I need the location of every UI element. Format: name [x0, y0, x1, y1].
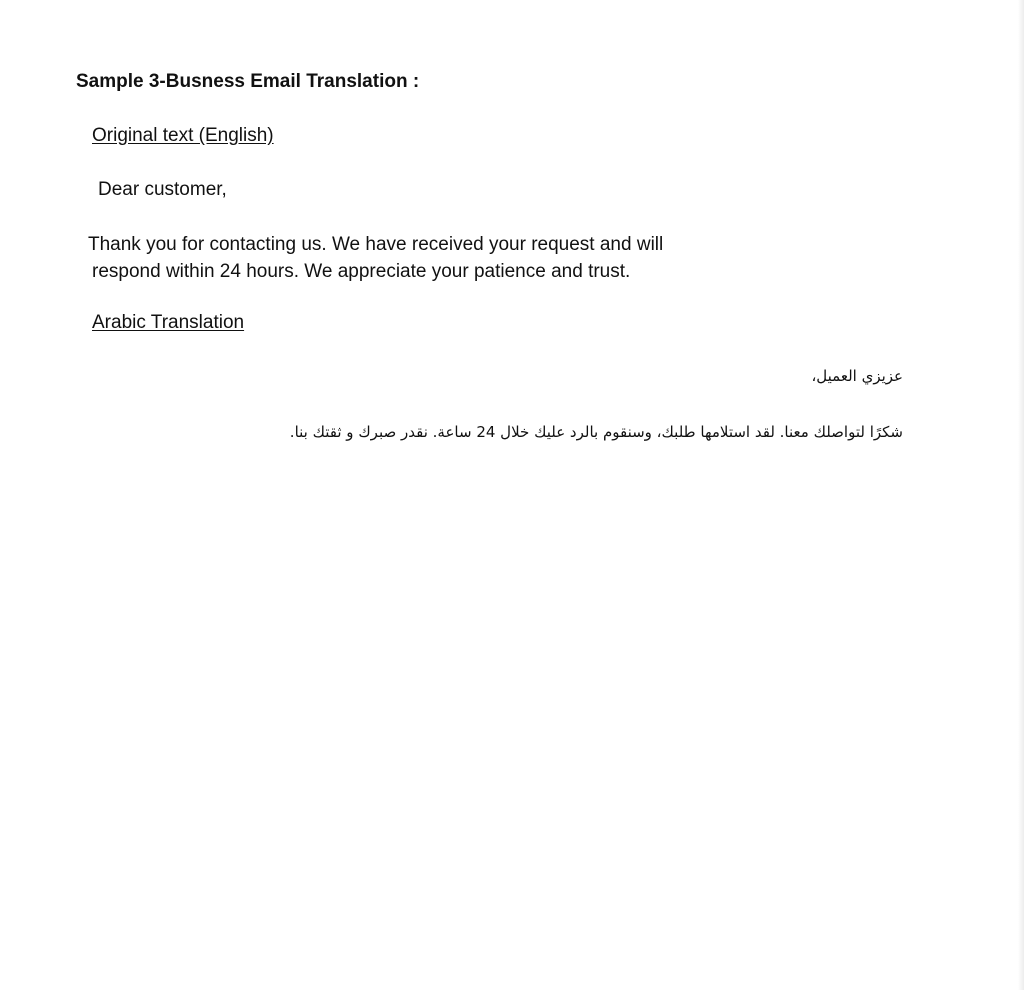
arabic-translation-heading: Arabic Translation	[92, 312, 245, 333]
arabic-body: شكرًا لتواصلك معنا. لقد استلامها طلبك، وسنقوم بالرد عليك خلال 24 ساعة. نقدر صبرك و ثقتك بنا.	[289, 423, 903, 441]
arabic-greeting: عزيزي العميل،	[811, 367, 903, 385]
english-greeting: Dear customer,	[98, 179, 227, 200]
english-body-line-2: respond within 24 hours. We appreciate your patience and trust.	[92, 261, 631, 282]
english-body	[88, 231, 663, 285]
original-text-heading: Original text (English)	[92, 125, 274, 146]
document-title: Sample 3-Busness Email Translation :	[76, 71, 420, 92]
english-body-line-1: Thank you for contacting us. We have received your request and will	[88, 234, 664, 255]
page-edge-shadow	[1018, 0, 1024, 990]
